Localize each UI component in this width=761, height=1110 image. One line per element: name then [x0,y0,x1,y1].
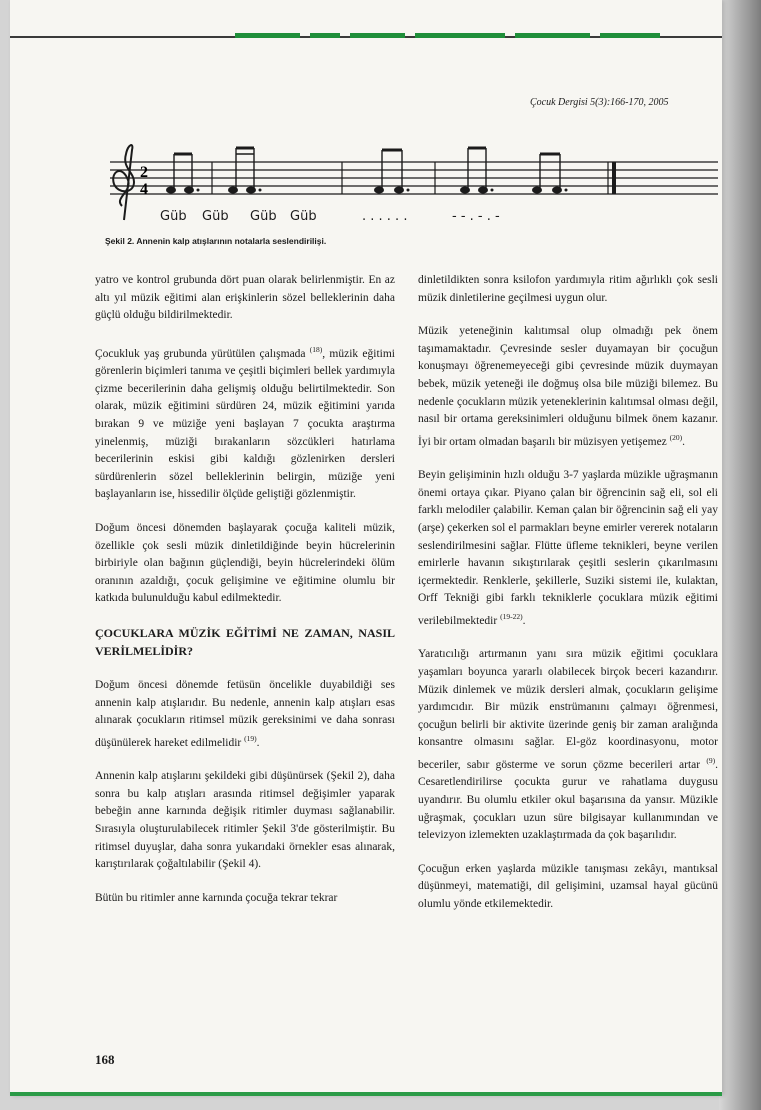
time-signature-top: 2 [140,164,148,181]
right-column [418,272,718,929]
color-strip [350,33,405,38]
syllable: Güb [202,209,229,224]
journal-header: Çocuk Dergisi 5(3):166-170, 2005 [530,97,669,108]
heartbeat-music-notation [100,132,720,232]
color-strip [310,33,340,38]
journal-page [10,0,722,1096]
measure-1 [166,154,200,194]
bottom-strip [10,1092,722,1096]
measure-5 [532,154,568,194]
paragraph: Çocukluk yaş grubunda yürütülen çalışmada $^{(18)}$, müzik eğitimi görenlerin biçimleri tanıma ve çeşitli biçimleri bellek yardımıyla çizme becerilerinin daha gelişmiş olduğu belirtilmektedir. Son olarak, müzik eğitimini sürdüren 24, müzik eğitimini yarıda bırakan 9 ve müziğe yeni başlayan 7 çocukta araştırma yinelenmiş, müziği bırakanların sözcükleri hatırlama becerilerinin eskisi gibi kaldığı gözlenirken dersleri sürdürenlerin sözel belleklerinin belirgin, müziğe yeni başlayanların ise, hissedilir ölçüde geliştiği gözlenmiştir. [95,344,395,501]
citation: (19-22) [500,611,523,621]
page-number: 168 [95,1052,115,1067]
dashes-placeholder: - - . - . - [452,209,500,224]
staff-lines [110,162,718,194]
figure-caption: Şekil 2. Annenin kalp atışlarının notalarla seslendirilişi. [105,236,327,246]
syllable: Güb [160,209,187,224]
measure-4 [460,148,494,194]
measure-2 [228,148,262,194]
paragraph: Müzik yeteneğinin kalıtımsal olup olmadığı pek önem taşımamaktadır. Çevresinde sesler duyamayan bir çocuğun konuşmayı öğrenemeyeceği gibi çevresinde müzik duymayan bebek, müzik yeteneği ile doğmuş olsa bile müziği bilemez. Bu nedenle çocukların müzik yeteneklerinin kalıtımsal olması değil, nasıl bir ortama gereksinimleri olduğunu bilmek önem kazanır. İyi bir ortam olmadan başarılı bir müzisyen yetişemez $^{(20)}$. [418,325,718,448]
color-strip [600,33,660,38]
book-gutter-shadow [719,0,761,1110]
citation: (18) [309,344,323,354]
time-signature-bottom: 4 [140,181,148,198]
measure-3 [374,150,410,194]
paragraph: Annenin kalp atışlarını şekildeki gibi düşünürsek (Şekil 2), daha sonra bu kalp atışları arasında ritimsel değişimler yaparak bebeğin anne karnında değişik ritimler duyması sağlanabilir. Sırasıyla oluşturulabilecek ritimler Şekil 3'de gösterilmiştir. Bu ritimsel duyuşlar, daha sonra yukarıdaki örnekler esas alınarak, karıştırılarak çoğaltılabilir (Şekil 4). [95,770,395,871]
paragraph: Doğum öncesi dönemden başlayarak çocuğa kaliteli müzik, özellikle çok sesli müzik dinletildiğinde beyin hücrelerinin birbiriyle olan bağının güçlendiği, beyin hücrelerindeki ölüm oranının azaldığı, çocuk gelişimine ve eğitimine olumlu bir katkıda bulunulduğu kabul edilmektedir. [95,521,395,605]
syllable: Güb [250,209,277,224]
citation: (19) [244,733,257,743]
paragraph: Bütün bu ritimler anne karnında çocuğa tekrar tekrar [95,891,338,904]
citation: (9) [706,755,716,765]
dots-placeholder: . . . . . . [362,209,408,224]
paragraph: Çocuğun erken yaşlarda müzikle tanışması zekâyı, mantıksal düşünmeyi, matematiği, dil gelişimini, uzamsal hayal gücünü olumlu yönde etkilemektedir. [418,862,718,910]
color-strip [415,33,505,38]
color-strip [515,33,590,38]
paragraph: Beyin gelişiminin hızlı olduğu 3-7 yaşlarda müzikle uğraşmanın önemi ortaya çıkar. Piyano çalan bir öğrencinin sağ eli, sol eli farklı melodiler çalabilir. Keman çalan bir öğrencinin sağ eli yay (arşe) çekerken sol el parmakları beyne emirler vererek notaların seslendirilmesini sağlar. Flütte üfleme teknikleri, beyne verilen emirlerle havanın sıkıştırılarak çeşitli seslerin çıkarılmasını içermektedir. Renklerle, şekillerle, Suziki sistemi ile, kulaktan, Orff Tekniği gibi farklı tekniklerle çocuklara müzik eğitimi verilebilmektedir $^{(19-22)}$. [418,469,718,627]
treble-clef-icon [113,145,134,220]
left-column [95,272,395,923]
section-heading: ÇOCUKLARA MÜZİK EĞİTİMİ NE ZAMAN, NASIL VERİLMELİDİR? [95,625,395,658]
syllable: Güb [290,209,317,224]
syllable-row [160,209,500,224]
citation: (20) [669,432,683,442]
color-strip [235,33,300,38]
paragraph: Doğum öncesi dönemde fetüsün öncelikle duyabildiği ses annenin kalp atışlarıdır. Bu nedenle, annenin kalp atışları esas alınarak çocukların ritimsel müzik gereksinimi ve daha sonrası düşünülerek hareket edilmelidir $^{(19)}$. [95,678,395,749]
paragraph: yatro ve kontrol grubunda dört puan olarak belirlenmiştir. En az altı yıl müzik eğitimi alan erişkinlerin sözel belleklerinin daha güçlü olduğu bildirilmektedir. [95,274,395,322]
paragraph: dinletildikten sonra ksilofon yardımıyla ritim ağırlıklı çok sesli müzik dinletilerine geçilmesi uygun olur. [418,274,718,304]
paragraph: Yaratıcılığı artırmanın yanı sıra müzik eğitimi çocuklara yaşamları boyunca yararlı olabilecek birçok beceri kazandırır. Müzik dinlemek ve müzik dersleri almak, çocukların gelişime yardımcıdır. Bir müzik enstrümanını çalmayı öğrenmesi, çocuğun belirli bir aktivite üzerinde geniş bir zaman aralığında konsantre olmasını sağlar. El-göz koordinasyonu, motor beceriler, sabır gösterme ve sorun çözme becerileri artar $^{(9)}$. Cesaretlendirilirse çocukta gurur ve rahatlama duygusu uyandırır. Bu olumlu etkiler okul başarısına da yansır. Müzikle uğraşmak, çocukları uzun süre bilgisayar kullanımından ve televizyon izlemekten uzaklaştırmada da çok başarılıdır. [418,648,719,842]
